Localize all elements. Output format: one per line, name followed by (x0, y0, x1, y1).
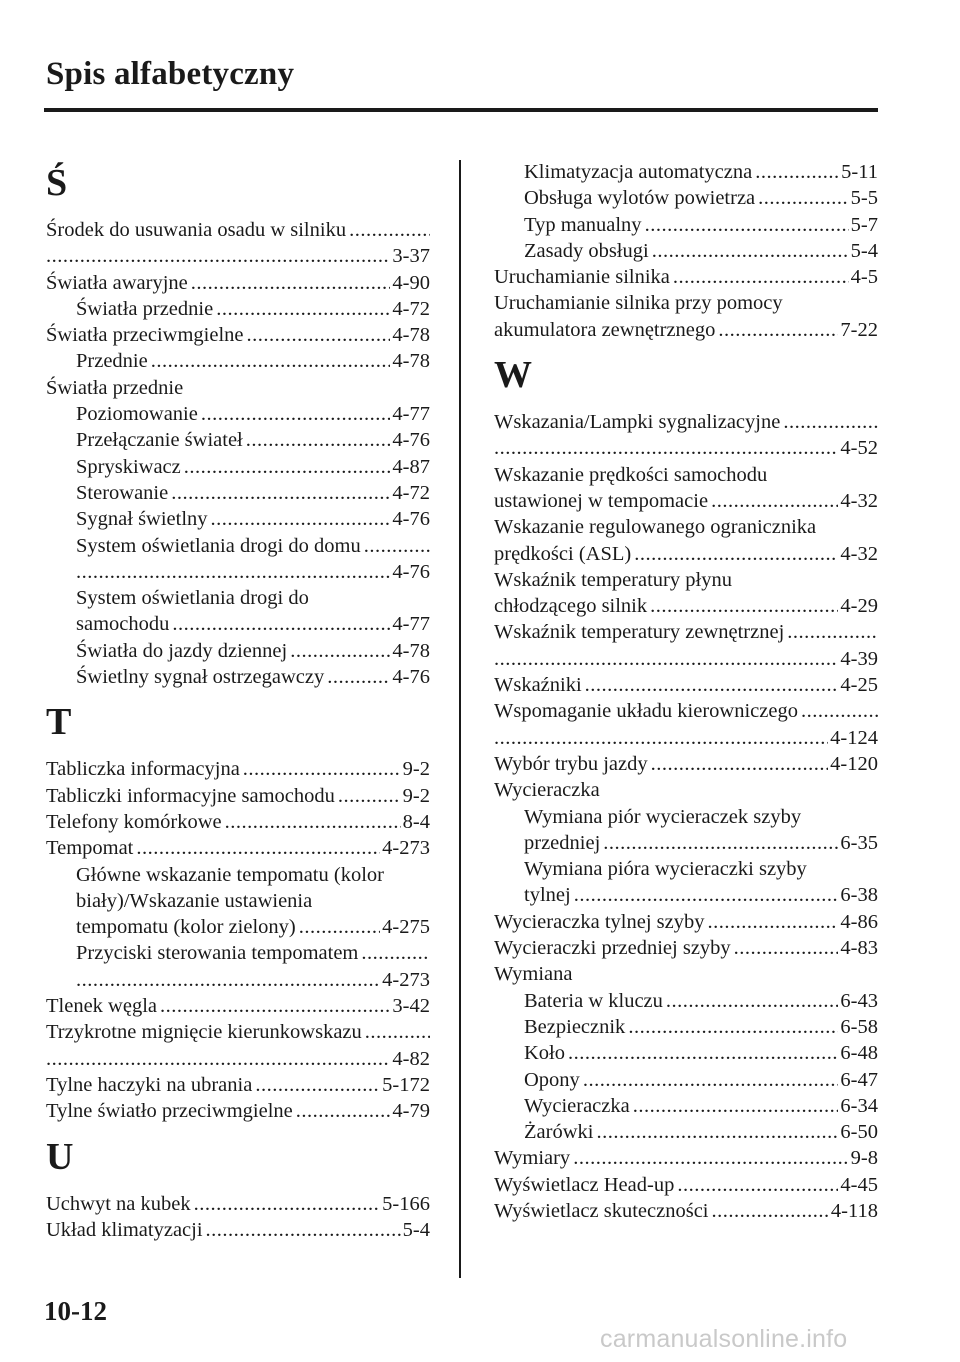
entry-text: Układ klimatyzacji (46, 1218, 203, 1241)
index-entry (494, 317, 878, 343)
dot-leader (585, 672, 839, 698)
index-entry (494, 238, 878, 264)
dot-leader (46, 1046, 390, 1072)
entry-text: Świetlny sygnał ostrzegawczy (76, 666, 325, 689)
page-reference: 4-273 (382, 968, 430, 991)
index-entry (494, 159, 878, 185)
index-entry (494, 1067, 878, 1093)
entry-text: Obsługa wylotów powietrza (524, 187, 756, 210)
entry-text: tylnej (524, 884, 571, 907)
index-entry (46, 783, 430, 809)
index-entry (46, 375, 430, 401)
index-column-left (46, 155, 430, 1243)
page-reference: 5-4 (850, 239, 878, 262)
index-column-right (494, 159, 878, 1224)
section-letter: Ś (46, 162, 68, 204)
dot-leader (787, 619, 878, 645)
page-reference: 4-275 (382, 916, 430, 939)
entry-text: Wskazanie regulowanego ogranicznika (494, 516, 817, 539)
index-entry (46, 862, 430, 888)
page-reference: 6-43 (840, 989, 878, 1012)
page-number: 10-12 (44, 1296, 107, 1326)
index-entry (46, 940, 430, 966)
dot-leader (364, 533, 430, 559)
entry-text: Światła do jazdy dziennej (76, 639, 288, 662)
dot-leader (76, 967, 380, 993)
page-reference: 4-77 (392, 403, 430, 426)
page-reference: 4-76 (392, 560, 430, 583)
index-entry (46, 967, 430, 993)
page-reference: 4-90 (392, 271, 430, 294)
entry-text: biały)/Wskazanie ustawienia (76, 889, 313, 912)
page-reference: 4-124 (830, 726, 878, 749)
index-entry (46, 270, 430, 296)
page-reference: 6-48 (840, 1042, 878, 1065)
dot-leader (673, 264, 849, 290)
index-entry (494, 409, 878, 435)
page-reference: 7-22 (840, 318, 878, 341)
index-entry (494, 672, 878, 698)
index-entry (494, 567, 878, 593)
entry-text: Bezpiecznik (524, 1015, 626, 1038)
dot-leader (46, 243, 390, 269)
entry-text: Uruchamianie silnika (494, 266, 670, 289)
page-reference: 6-58 (840, 1015, 878, 1038)
dot-leader (327, 664, 390, 690)
dot-leader (160, 993, 390, 1019)
dot-leader (628, 1014, 838, 1040)
index-entry (494, 830, 878, 856)
entry-text: Typ manualny (524, 213, 642, 236)
entry-text: Wymiana pióra wycieraczki szyby (524, 858, 807, 881)
index-entry (494, 646, 878, 672)
index-entry (494, 1014, 878, 1040)
entry-text: Opony (524, 1068, 580, 1091)
page-reference: 3-37 (392, 245, 430, 268)
page-reference: 9-2 (402, 758, 430, 781)
index-entry (494, 1145, 878, 1171)
index-entry (46, 1046, 430, 1072)
page-reference: 4-83 (840, 937, 878, 960)
dot-leader (246, 427, 391, 453)
page-reference: 4-5 (850, 266, 878, 289)
page-reference: 3-42 (392, 995, 430, 1018)
index-entry (494, 777, 878, 803)
index-entry (494, 185, 878, 211)
dot-leader (755, 159, 839, 185)
page-reference: 5-166 (382, 1192, 430, 1215)
entry-text: Wycieraczka (494, 779, 600, 802)
index-entry (46, 243, 430, 269)
index-entry (46, 1098, 430, 1124)
index-entry (494, 751, 878, 777)
entry-text: Koło (524, 1042, 565, 1065)
index-entry (46, 217, 430, 243)
entry-text: Wskaźnik temperatury zewnętrznej (494, 621, 785, 644)
entry-text: Wycieraczka tylnej szyby (494, 910, 705, 933)
entry-text: Wspomaganie układu kierowniczego (494, 700, 798, 723)
entry-text: chłodzącego silnik (494, 595, 648, 618)
entry-text: Główne wskazanie tempomatu (kolor (76, 863, 384, 886)
dot-leader (201, 401, 391, 427)
page-reference: 6-47 (840, 1068, 878, 1091)
entry-text: Sterowanie (76, 481, 169, 504)
index-entry (46, 638, 430, 664)
dot-leader (299, 914, 380, 940)
page-reference: 5-4 (402, 1218, 430, 1241)
entry-text: Tempomat (46, 837, 134, 860)
page-reference: 4-87 (392, 455, 430, 478)
entry-text: Wskazania/Lampki sygnalizacyjne (494, 411, 781, 434)
page-header-title: Spis alfabetyczny (46, 56, 295, 92)
entry-text: Wskazanie prędkości samochodu (494, 463, 768, 486)
page-reference: 4-29 (840, 595, 878, 618)
index-entry (46, 296, 430, 322)
page-reference: 4-32 (840, 542, 878, 565)
entry-text: prędkości (ASL) (494, 542, 632, 565)
page-reference: 4-78 (392, 324, 430, 347)
index-entry (494, 698, 878, 724)
entry-text: Tabliczki informacyjne samochodu (46, 784, 335, 807)
dot-leader (338, 783, 401, 809)
index-entry (46, 585, 430, 611)
entry-text: Wymiana piór wycieraczek szyby (524, 805, 802, 828)
index-entry (494, 1040, 878, 1066)
entry-text: Światła przednie (76, 297, 214, 320)
index-entry (46, 835, 430, 861)
index-entry (494, 988, 878, 1014)
dot-leader (361, 940, 430, 966)
dot-leader (494, 646, 838, 672)
entry-text: Klimatyzacja automatyczna (524, 161, 753, 183)
dot-leader (76, 559, 390, 585)
dot-leader (225, 809, 401, 835)
page-reference: 4-78 (392, 350, 430, 373)
index-entry (494, 1172, 878, 1198)
index-entry (46, 1191, 430, 1217)
page-reference: 6-35 (840, 831, 878, 854)
dot-leader (243, 756, 401, 782)
page-reference: 5-172 (382, 1073, 430, 1096)
index-entry (46, 1217, 430, 1243)
dot-leader (136, 835, 380, 861)
index-entry (494, 804, 878, 830)
dot-leader (574, 882, 839, 908)
header-rule (44, 108, 878, 112)
index-entry (494, 462, 878, 488)
page-reference: 4-39 (840, 647, 878, 670)
index-entry (46, 1019, 430, 1045)
index-entry (494, 1119, 878, 1145)
entry-text: Bateria w kluczu (524, 989, 663, 1012)
dot-leader (634, 541, 838, 567)
index-entry (494, 290, 878, 316)
page-reference: 4-76 (392, 666, 430, 689)
page-reference: 4-118 (830, 1199, 878, 1222)
dot-leader (783, 409, 878, 435)
page-reference: 4-78 (392, 639, 430, 662)
entry-text: Wyświetlacz Head-up (494, 1173, 675, 1196)
index-entry (46, 611, 430, 637)
entry-text: System oświetlania drogi do domu (76, 534, 361, 557)
dot-leader (666, 988, 839, 1014)
page-reference: 4-76 (392, 508, 430, 531)
dot-leader (650, 593, 838, 619)
index-entry (494, 212, 878, 238)
page-reference: 9-8 (850, 1147, 878, 1170)
dot-leader (349, 217, 430, 243)
index-entry (46, 914, 430, 940)
page-reference: 4-52 (840, 437, 878, 460)
entry-text: Wycieraczki przedniej szyby (494, 937, 731, 960)
entry-text: Wskaźniki (494, 674, 582, 697)
entry-text: Środek do usuwania osadu w silniku (46, 219, 347, 241)
index-entry (494, 725, 878, 751)
index-entry (494, 264, 878, 290)
index-entry (494, 935, 878, 961)
dot-leader (801, 698, 878, 724)
page-reference: 4-76 (392, 429, 430, 452)
page-reference: 4-77 (392, 613, 430, 636)
page-reference: 6-38 (840, 884, 878, 907)
dot-leader (568, 1040, 838, 1066)
dot-leader (247, 322, 391, 348)
dot-leader (603, 830, 838, 856)
entry-text: Światła przednie (46, 376, 184, 399)
index-entry (494, 1093, 878, 1119)
entry-text: Telefony komórkowe (46, 810, 222, 833)
page-reference: 4-25 (840, 674, 878, 697)
index-entry (46, 993, 430, 1019)
index-entry (494, 514, 878, 540)
index-entry (494, 435, 878, 461)
section-letter: U (46, 1135, 74, 1178)
dot-leader (255, 1072, 380, 1098)
index-entry (46, 322, 430, 348)
index-entry (494, 882, 878, 908)
entry-text: Uchwyt na kubek (46, 1192, 191, 1215)
index-entry (46, 756, 430, 782)
entry-text: Zasady obsługi (524, 239, 649, 262)
entry-text: ustawionej w tempomacie (494, 489, 709, 512)
index-entry (494, 619, 878, 645)
dot-leader (711, 488, 838, 514)
entry-text: System oświetlania drogi do (76, 587, 309, 610)
page-reference: 5-5 (850, 187, 878, 210)
entry-text: Spryskiwacz (76, 455, 181, 478)
dot-leader (596, 1119, 838, 1145)
entry-text: przedniej (524, 831, 601, 854)
index-entry (46, 533, 430, 559)
page-reference: 5-7 (850, 213, 878, 236)
watermark: carmanualsonline.info (600, 1325, 848, 1353)
index-entry (46, 348, 430, 374)
entry-text: Uruchamianie silnika przy pomocy (494, 292, 783, 315)
page-reference: 5-11 (841, 161, 878, 183)
index-entry (46, 480, 430, 506)
index-entry (46, 427, 430, 453)
entry-text: Wybór trybu jazdy (494, 752, 648, 775)
dot-leader (651, 751, 829, 777)
index-entry (46, 664, 430, 690)
entry-text: Żarówki (524, 1121, 594, 1144)
page-reference: 4-82 (392, 1047, 430, 1070)
dot-leader (645, 212, 849, 238)
entry-text: samochodu (76, 613, 170, 636)
dot-leader (172, 611, 390, 637)
entry-text: Przednie (76, 350, 148, 373)
entry-text: tempomatu (kolor zielony) (76, 916, 296, 939)
dot-leader (708, 909, 839, 935)
page-reference: 4-32 (840, 489, 878, 512)
dot-leader (211, 506, 391, 532)
section-letter: W (494, 354, 532, 397)
page-reference: 8-4 (402, 810, 430, 833)
page-reference: 6-34 (840, 1094, 878, 1117)
dot-leader (216, 296, 390, 322)
index-entry (494, 961, 878, 987)
dot-leader (184, 454, 391, 480)
index-entry (46, 559, 430, 585)
dot-leader (734, 935, 839, 961)
page-reference: 4-72 (392, 297, 430, 320)
index-entry (46, 506, 430, 532)
section-letter: T (46, 701, 72, 744)
entry-text: Trzykrotne mignięcie kierunkowskazu (46, 1021, 362, 1044)
dot-leader (677, 1172, 838, 1198)
dot-leader (191, 270, 391, 296)
entry-text: Poziomowanie (76, 403, 198, 426)
page-reference: 4-273 (382, 837, 430, 860)
dot-leader (718, 317, 838, 343)
dot-leader (194, 1191, 381, 1217)
index-entry (494, 909, 878, 935)
index-entry (494, 541, 878, 567)
entry-text: Wymiary (494, 1147, 571, 1170)
entry-text: Wskaźnik temperatury płynu (494, 568, 732, 591)
dot-leader (633, 1093, 839, 1119)
entry-text: Tylne haczyki na ubrania (46, 1073, 253, 1096)
entry-text: Wyświetlacz skuteczności (494, 1199, 709, 1222)
entry-text: Światła awaryjne (46, 271, 188, 294)
entry-text: Światła przeciwmgielne (46, 324, 244, 347)
dot-leader (712, 1198, 829, 1224)
index-entry (46, 809, 430, 835)
index-entry (46, 454, 430, 480)
dot-leader (290, 638, 390, 664)
index-entry (494, 593, 878, 619)
column-divider (459, 160, 461, 1278)
index-entry (494, 856, 878, 882)
page-reference: 9-2 (402, 784, 430, 807)
index-entry (494, 1198, 878, 1224)
entry-text: Tlenek węgla (46, 995, 157, 1018)
dot-leader (365, 1019, 430, 1045)
page-reference: 4-72 (392, 481, 430, 504)
page-reference: 4-79 (392, 1100, 430, 1123)
dot-leader (583, 1067, 839, 1093)
entry-text: Sygnał świetlny (76, 508, 208, 531)
dot-leader (494, 435, 838, 461)
dot-leader (573, 1145, 848, 1171)
entry-text: Wymiana (494, 963, 573, 986)
dot-leader (652, 238, 849, 264)
dot-leader (494, 725, 828, 751)
entry-text: akumulatora zewnętrznego (494, 318, 716, 341)
entry-text: Przełączanie świateł (76, 429, 243, 452)
page-reference: 4-45 (840, 1173, 878, 1196)
index-entry (494, 488, 878, 514)
entry-text: Przyciski sterowania tempomatem (76, 942, 359, 965)
dot-leader (296, 1098, 391, 1124)
entry-text: Tylne światło przeciwmgielne (46, 1100, 293, 1123)
page-reference: 4-86 (840, 910, 878, 933)
dot-leader (206, 1217, 401, 1243)
dot-leader (171, 480, 390, 506)
index-entry (46, 888, 430, 914)
entry-text: Wycieraczka (524, 1094, 630, 1117)
entry-text: Tabliczka informacyjna (46, 758, 240, 781)
page-reference: 4-120 (830, 752, 878, 775)
index-entry (46, 1072, 430, 1098)
dot-leader (151, 348, 391, 374)
dot-leader (758, 185, 849, 211)
page-reference: 6-50 (840, 1121, 878, 1144)
index-entry (46, 401, 430, 427)
